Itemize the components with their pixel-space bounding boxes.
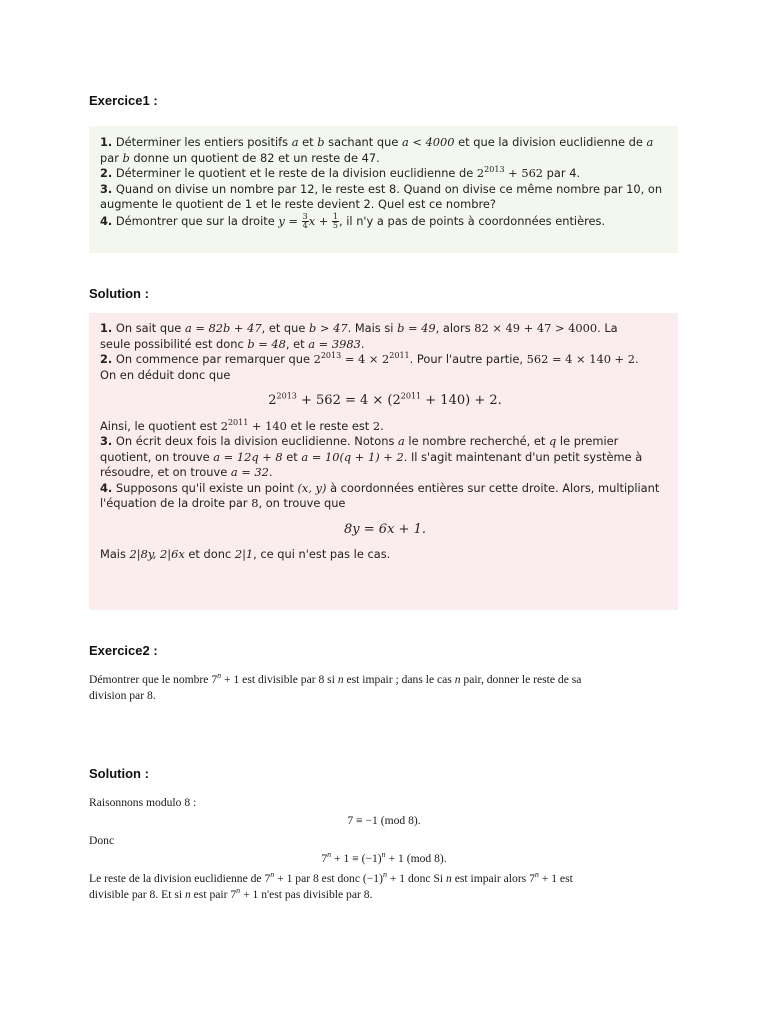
q1-text: Déterminer les entiers positifs bbox=[112, 135, 292, 149]
solution1-display-equation-2: 8y = 6x + 1. bbox=[344, 521, 426, 537]
q1-text: et que la division euclidienne de bbox=[454, 135, 647, 149]
q4-text: , il n'y a pas de points à coordonnées entières. bbox=[339, 213, 606, 228]
q1-number: 1. bbox=[100, 135, 113, 149]
exercise2-title: Exercice2 : bbox=[89, 643, 158, 658]
solution1-s4-line3: Mais 2|8y, 2|6x et donc 2|1, ce qui n'est pas le cas. bbox=[100, 547, 391, 561]
q2-number: 2. bbox=[100, 166, 113, 180]
solution2-line3: Le reste de la division euclidienne de $7^n + 1$ par 8 est donc $(-1)^n + 1$ donc Si n est impair alors $7^n + 1$ est bbox=[89, 870, 573, 885]
solution2-line1: Raisonnons modulo 8 : bbox=[89, 796, 197, 809]
exercise1-q3-line1 bbox=[100, 182, 670, 198]
exercise2-line2: division par 8. bbox=[89, 689, 156, 702]
q4-fraction-1-5: $\frac{1}{5}$ bbox=[332, 211, 338, 230]
solution1-s3-line3: résoudre, et on trouve a = 32. bbox=[100, 465, 273, 479]
q2-power: $2^{2013} + 562$ bbox=[476, 165, 544, 180]
solution1-display-equation-1: $2^{2013} + 562 = 4 \times (2^{2011} + 140) + 2$. bbox=[268, 391, 502, 408]
exercise1-q1-line2 bbox=[100, 151, 670, 167]
solution2-line4: divisible par 8. Et si n est pair $7^n + 1$ n'est pas divisible par 8. bbox=[89, 886, 373, 901]
solution1-s4-line2: l'équation de la droite par 8, on trouve que bbox=[100, 496, 346, 510]
solution1-s1-line2: seule possibilité est donc b = 48, et a = 3983. bbox=[100, 336, 365, 351]
exercise1-q4 bbox=[100, 213, 670, 230]
solution1-s2-line2: On en déduit donc que bbox=[100, 367, 231, 382]
q3-number: 3. bbox=[100, 181, 113, 196]
solution1-box bbox=[89, 313, 678, 610]
q4-text: Démontrer que sur la droite bbox=[112, 213, 279, 228]
solution1-s3-line2: quotient, on trouve a = 12q + 8 et a = 10(q + 1) + 2. Il s'agit maintenant d'un petit système à bbox=[100, 449, 643, 464]
exercise1-q1-line1 bbox=[100, 135, 670, 151]
solution1-s2-line1: 2. On commence par remarquer que $2^{2013} = 4 \times 2^{2011}$. Pour l'autre partie, 562 = 4 × 140 + 2. bbox=[100, 351, 639, 366]
q1-text: et bbox=[298, 135, 318, 149]
solution1-title: Solution : bbox=[89, 286, 149, 301]
solution2-title: Solution : bbox=[89, 766, 149, 781]
exercise2-statement bbox=[89, 672, 679, 704]
exercise2-line1: Démontrer que le nombre $7^n + 1$ est divisible par 8 si n est impair ; dans le cas n pair, donner le reste de sa bbox=[89, 671, 582, 686]
q4-equation: x + bbox=[308, 213, 332, 228]
q1-var-b: b bbox=[317, 135, 325, 149]
q1-text: par bbox=[100, 150, 123, 165]
q2-text: par 4. bbox=[543, 166, 581, 180]
solution1-s1-line1: 1. On sait que a = 82b + 47, et que b > 47. Mais si b = 49, alors 82 × 49 + 47 > 4000. La bbox=[100, 321, 618, 335]
exercise1-box bbox=[89, 126, 678, 253]
exercise1-title: Exercice1 : bbox=[89, 93, 158, 108]
q1-var-b: b bbox=[122, 150, 130, 165]
q3-text: Quand on divise un nombre par 12, le reste est 8. Quand on divise ce même nombre par 10, on bbox=[112, 181, 663, 196]
solution2-display-1: 7 ≡ −1 (mod 8). bbox=[347, 814, 421, 827]
q2-text: Déterminer le quotient et le reste de la division euclidienne de bbox=[112, 166, 477, 180]
q1-var-a: a bbox=[646, 135, 654, 149]
solution2-line2: Donc bbox=[89, 834, 115, 847]
q4-number: 4. bbox=[100, 213, 113, 228]
solution1-s4-line1: 4. Supposons qu'il existe un point (x, y) à coordonnées entières sur cette droite. Alors, multipliant bbox=[100, 480, 660, 495]
q1-text: donne un quotient de 82 et un reste de 47. bbox=[129, 150, 380, 165]
q1-inequality: a < 4000 bbox=[401, 135, 455, 149]
exercise1-q3-line2: augmente le quotient de 1 et le reste devient 2. Quel est ce nombre? bbox=[100, 197, 496, 211]
exercise1-q2 bbox=[100, 166, 670, 182]
solution1-s2-line3: Ainsi, le quotient est $2^{2011} + 140$ et le reste est 2. bbox=[100, 417, 384, 433]
q1-var-a: a bbox=[291, 135, 299, 149]
solution2-display-2: $7^n + 1 \equiv (-1)^n + 1$ (mod 8). bbox=[321, 850, 447, 865]
q4-fraction-3-4: $\frac{3}{4}$ bbox=[302, 211, 308, 230]
solution1-s3-line1: 3. On écrit deux fois la division euclidienne. Notons a le nombre recherché, et q le premier bbox=[100, 434, 619, 448]
solution2-body bbox=[89, 795, 679, 903]
q4-equation: y = bbox=[278, 213, 302, 228]
q1-text: sachant que bbox=[324, 135, 402, 149]
